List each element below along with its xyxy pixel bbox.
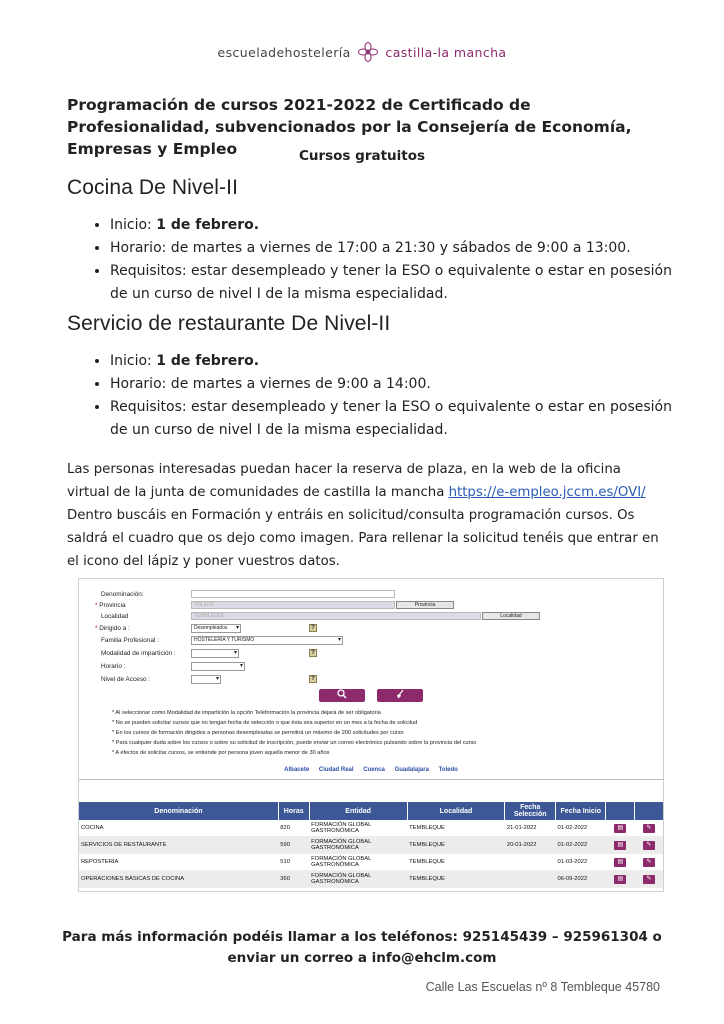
cell-view <box>606 871 635 888</box>
cell-denominacion: OPERACIONES BÁSICAS DE COCINA <box>79 871 278 888</box>
dirigido-select[interactable]: Desempleados ▾ <box>191 624 241 633</box>
dirigido-label: * Dirigido a : <box>95 625 130 632</box>
course-heading-cocina: Cocina De Nivel-II <box>67 176 239 199</box>
list-item <box>110 214 690 237</box>
instructions-text-2: Dentro buscáis en Formación y entráis en solicitud/consulta programación cursos. Os saldrá el cuadro que os dejo como imagen. Para rellenar la solicitud tenéis que entrar en el icono del lápiz y poner vuestros datos. <box>67 508 659 569</box>
col-action-1 <box>606 802 635 820</box>
note-3: * En los cursos de formación dirigidos a personas desempleadas se permitirá un máximo de 200 solicitudes por curso <box>112 730 404 736</box>
cell-fecha-inicio: 01-03-2022 <box>556 854 606 871</box>
cell-fecha-inicio: 01-02-2022 <box>556 820 606 837</box>
cell-horas: 820 <box>278 820 309 837</box>
modalidad-select[interactable] <box>191 649 239 658</box>
province-link-cuenca[interactable]: Cuenca <box>363 767 385 773</box>
list-item: • Horario: de martes a viernes de 9:00 a 14:00. <box>110 373 690 396</box>
col-fecha-seleccion[interactable]: Fecha Selección <box>505 802 556 820</box>
help-icon[interactable]: ? <box>309 649 317 657</box>
col-localidad[interactable]: Localidad <box>407 802 505 820</box>
address: Calle Las Escuelas nº 8 Tembleque 45780 <box>425 980 660 994</box>
search-icon <box>337 689 347 699</box>
list-item <box>110 350 690 373</box>
pencil-icon[interactable]: ✎ <box>643 875 655 884</box>
col-entidad[interactable]: Entidad <box>309 802 407 820</box>
cell-view <box>606 854 635 871</box>
cell-edit <box>635 820 663 837</box>
note-1: * Al seleccionar como Modalidad de impartición la opción Teleformación la provincia dejará de ser obligatoria <box>112 710 381 716</box>
cell-denominacion: SERVICIOS DE RESTAURANTE <box>79 837 278 854</box>
cell-entidad: FORMACIÓN GLOBAL GASTRONÓMICA <box>309 854 407 871</box>
inicio-label: Inicio: <box>110 353 157 369</box>
cell-horas: 510 <box>278 854 309 871</box>
pencil-icon[interactable]: ✎ <box>643 841 655 850</box>
pencil-icon[interactable]: ✎ <box>643 858 655 867</box>
province-link-toledo[interactable]: Toledo <box>438 767 458 773</box>
list-item: • Requisitos: estar desempleado y tener la ESO o equivalente o estar en posesión de un curso de nivel I de la misma especialidad. <box>110 396 690 442</box>
dirigido-label-text: Dirigido a : <box>99 625 130 632</box>
horario-select[interactable] <box>191 662 245 671</box>
flower-logo-icon <box>358 42 378 62</box>
cell-localidad: TEMBLEQUE <box>407 837 505 854</box>
familia-label: Familia Profesional : <box>101 637 159 644</box>
note-2: * No se pueden solicitar cursos que no tengan fecha de selección o que ésta sea superior en un mes a la fecha de solicitud <box>112 720 418 726</box>
localidad-label: Localidad <box>101 613 129 620</box>
cell-localidad: TEMBLEQUE <box>407 871 505 888</box>
cell-entidad: FORMACIÓN GLOBAL GASTRONÓMICA <box>309 820 407 837</box>
table-row <box>79 854 663 871</box>
cell-view <box>606 837 635 854</box>
clear-button[interactable] <box>377 689 423 702</box>
cell-denominacion: REPOSTERÍA <box>79 854 278 871</box>
modalidad-label: Modalidad de impartición : <box>101 650 176 657</box>
list-item: • Horario: de martes a viernes de 17:00 a 21:30 y sábados de 9:00 a 13:00. <box>110 237 690 260</box>
province-link-guadalajara[interactable]: Guadalajara <box>394 767 429 773</box>
cell-fecha-seleccion: 21-01-2022 <box>505 820 556 837</box>
col-action-2 <box>635 802 663 820</box>
help-icon[interactable]: ? <box>309 675 317 683</box>
denominacion-label: Denominación: <box>101 591 144 598</box>
broom-icon <box>395 689 405 699</box>
cell-fecha-seleccion: 20-01-2022 <box>505 837 556 854</box>
cell-entidad: FORMACIÓN GLOBAL GASTRONÓMICA <box>309 871 407 888</box>
table-row <box>79 837 663 854</box>
cell-fecha-inicio: 01-02-2022 <box>556 837 606 854</box>
familia-select[interactable]: HOSTELERÍA Y TURISMO ▾ <box>191 636 343 645</box>
provincia-input[interactable]: TOLEDO <box>191 601 395 609</box>
denominacion-input[interactable] <box>191 590 395 598</box>
cell-localidad: TEMBLEQUE <box>407 854 505 871</box>
oficina-virtual-link[interactable]: https://e-empleo.jccm.es/OVI/ <box>448 485 646 500</box>
nivel-select[interactable] <box>191 675 221 684</box>
course-details-servicio <box>86 350 690 442</box>
search-button[interactable] <box>319 689 365 702</box>
school-logo <box>0 42 724 62</box>
cell-entidad: FORMACIÓN GLOBAL GASTRONÓMICA <box>309 837 407 854</box>
cell-localidad: TEMBLEQUE <box>407 820 505 837</box>
search-form <box>79 579 663 780</box>
course-details-cocina <box>86 214 690 306</box>
cell-edit <box>635 837 663 854</box>
inicio-label: Inicio: <box>110 217 157 233</box>
document-icon[interactable]: ▤ <box>614 875 626 884</box>
table-row <box>79 820 663 837</box>
instructions-text: Las personas interesadas puedan hacer la reserva de plaza, en la web de la oficina virtual de la junta de comunidades de castilla la mancha <box>67 462 621 500</box>
document-icon[interactable]: ▤ <box>614 858 626 867</box>
contact-line-2: enviar un correo a info@ehclm.com <box>227 950 497 966</box>
col-horas[interactable]: Horas <box>278 802 309 820</box>
contact-info <box>0 927 724 969</box>
table-row <box>79 871 663 888</box>
col-denominacion[interactable]: Denominación <box>79 802 278 820</box>
nivel-label: Nivel de Acceso : <box>101 676 151 683</box>
course-search-screenshot <box>78 578 664 892</box>
cell-horas: 360 <box>278 871 309 888</box>
cell-view <box>606 820 635 837</box>
instructions-paragraph <box>67 458 667 573</box>
page-subtitle: Cursos gratuitos <box>298 148 426 164</box>
provincia-button[interactable]: Provincia <box>396 601 454 609</box>
localidad-input[interactable]: TEMBLEQUE <box>191 612 481 620</box>
note-5: * A efectos de solicitar cursos, se entiende por persona joven aquella menor de 30 años <box>112 750 330 756</box>
province-links <box>79 767 663 773</box>
inicio-value: 1 de febrero. <box>156 217 260 233</box>
cell-denominacion: COCINA <box>79 820 278 837</box>
province-link-albacete[interactable]: Albacete <box>284 767 310 773</box>
cell-fecha-seleccion <box>505 854 556 871</box>
col-fecha-inicio[interactable]: Fecha Inicio <box>556 802 606 820</box>
help-icon[interactable]: ? <box>309 624 317 632</box>
cell-edit <box>635 854 663 871</box>
logo-text-right: castilla-la mancha <box>385 45 507 60</box>
provincia-label: * Provincia <box>95 602 126 609</box>
courses-table <box>79 802 663 888</box>
provincia-label-text: Provincia <box>99 602 126 609</box>
cell-fecha-inicio: 06-09-2022 <box>556 871 606 888</box>
course-heading-servicio: Servicio de restaurante De Nivel-II <box>67 312 391 335</box>
logo-text-left: escueladehostelería <box>217 45 351 60</box>
pencil-icon[interactable]: ✎ <box>643 824 655 833</box>
list-item: • Requisitos: estar desempleado y tener la ESO o equivalente o estar en posesión de un curso de nivel I de la misma especialidad. <box>110 260 690 306</box>
document-icon[interactable]: ▤ <box>614 841 626 850</box>
cell-horas: 590 <box>278 837 309 854</box>
horario-label: Horario : <box>101 663 126 670</box>
inicio-value: 1 de febrero. <box>156 353 260 369</box>
cell-fecha-seleccion <box>505 871 556 888</box>
page-title: Programación de cursos 2021-2022 de Certificado de Profesionalidad, subvencionados por la Consejería de Economía, Empresas y Empleo <box>67 96 632 158</box>
province-link-ciudad-real[interactable]: Ciudad Real <box>318 767 354 773</box>
note-4: * Para cualquier duda sobre los cursos o sobre su solicitud de inscripción, puede enviar un correo electrónico pulsando sobre la provincia del curso <box>112 740 477 746</box>
localidad-button[interactable]: Localidad <box>482 612 540 620</box>
document-icon[interactable]: ▤ <box>614 824 626 833</box>
cell-edit <box>635 871 663 888</box>
contact-line-1: Para más información podéis llamar a los teléfonos: 925145439 – 925961304 o <box>62 929 662 945</box>
